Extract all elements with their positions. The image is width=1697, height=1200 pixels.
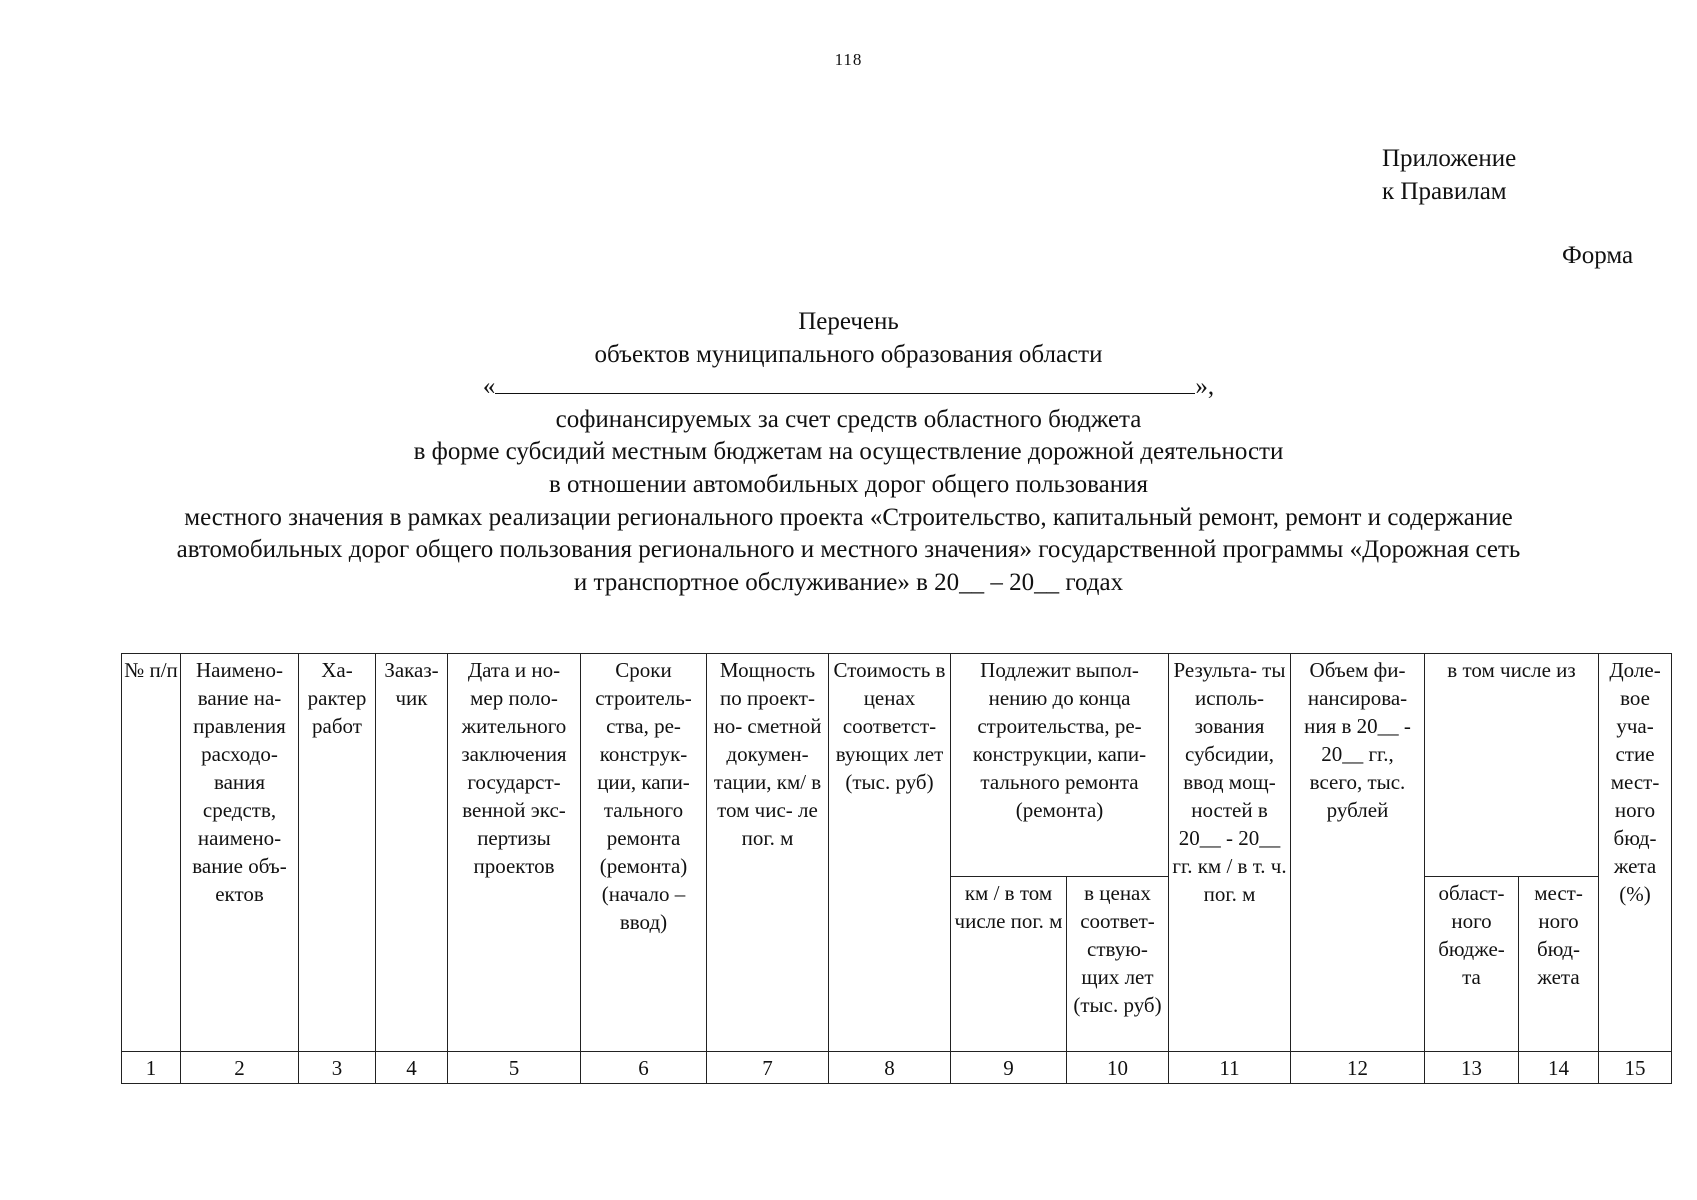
header-group-13-14: в том числе из xyxy=(1425,654,1599,877)
form-label: Форма xyxy=(1562,242,1634,269)
column-number: 13 xyxy=(1425,1052,1519,1084)
column-number: 9 xyxy=(951,1052,1067,1084)
column-number-row xyxy=(122,1052,1672,1084)
document-title xyxy=(100,306,1597,599)
column-number: 5 xyxy=(448,1052,581,1084)
header-col-9: км / в том числе пог. м xyxy=(951,877,1067,1052)
header-col-1: № п/п xyxy=(122,654,181,1052)
header-col-4: Заказ- чик xyxy=(376,654,448,1052)
appendix-line-1: Приложение xyxy=(1382,145,1517,172)
header-col-7: Мощность по проект- но- сметной докумен- тации, км/ в том чис- ле пог. м xyxy=(707,654,829,1052)
title-line-5: в форме субсидий местным бюджетам на осуществление дорожной деятельности xyxy=(413,438,1284,466)
column-number: 12 xyxy=(1291,1052,1425,1084)
title-line-2: объектов муниципального образования области xyxy=(594,340,1103,368)
column-number: 11 xyxy=(1169,1052,1291,1084)
header-col-11: Результа- ты исполь- зования субсидии, ввод мощ- ностей в 20__ - 20__ гг. км / в т. ч. пог. м xyxy=(1169,654,1291,1052)
page-number: 118 xyxy=(834,50,863,69)
header-col-5: Дата и но- мер поло- жительного заключения государст- венной экс- пертизы проектов xyxy=(448,654,581,1052)
column-number: 10 xyxy=(1067,1052,1169,1084)
title-line-6: в отношении автомобильных дорог общего пользования xyxy=(548,470,1149,498)
header-col-3: Ха- рактер работ xyxy=(299,654,376,1052)
column-number: 3 xyxy=(299,1052,376,1084)
header-col-13: област- ного бюдже- та xyxy=(1425,877,1519,1052)
appendix-line-2: к Правилам xyxy=(1382,178,1507,205)
title-line-8: автомобильных дорог общего пользования регионального и местного значения» государственной программы «Дорожная сеть xyxy=(176,536,1521,564)
header-col-14: мест- ного бюд- жета xyxy=(1519,877,1599,1052)
column-number: 14 xyxy=(1519,1052,1599,1084)
column-number: 4 xyxy=(376,1052,448,1084)
name-blank-line xyxy=(495,371,1195,394)
column-number: 2 xyxy=(181,1052,299,1084)
title-line-9: и транспортное обслуживание» в 20__ – 20__ годах xyxy=(573,568,1124,596)
column-number: 1 xyxy=(122,1052,181,1084)
title-line-4: софинансируемых за счет средств областного бюджета xyxy=(555,405,1142,433)
header-col-10: в ценах соответ- ствую- щих лет (тыс. руб) xyxy=(1067,877,1169,1052)
header-group-9-10: Подлежит выпол- нению до конца строительства, ре- конструкции, капи- тального ремонта (ремонта) xyxy=(951,654,1169,877)
appendix-note xyxy=(1382,142,1516,208)
header-col-15: Доле- вое уча- стие мест- ного бюд- жета (%) xyxy=(1599,654,1672,1052)
column-number: 6 xyxy=(581,1052,707,1084)
header-col-2: Наимено- вание на- правления расходо- вания средств, наимено- вание объ- ектов xyxy=(181,654,299,1052)
column-number: 8 xyxy=(829,1052,951,1084)
header-col-6: Сроки строитель- ства, ре- конструк- ции, капи- тального ремонта (ремонта) (начало – ввод) xyxy=(581,654,707,1052)
header-col-8: Стоимость в ценах соответст- вующих лет (тыс. руб) xyxy=(829,654,951,1052)
column-number: 15 xyxy=(1599,1052,1672,1084)
title-line-3 xyxy=(100,371,1597,404)
column-number: 7 xyxy=(707,1052,829,1084)
quote-close: », xyxy=(1195,373,1215,401)
header-col-12: Объем фи- нансирова- ния в 20__ - 20__ гг., всего, тыс. рублей xyxy=(1291,654,1425,1052)
quote-open: « xyxy=(482,373,496,401)
title-line-1: Перечень xyxy=(798,308,899,335)
title-line-7: местного значения в рамках реализации регионального проекта «Строительство, капитальный ремонт, ремонт и содержание xyxy=(184,503,1513,531)
header-row-top xyxy=(122,654,1672,877)
objects-table xyxy=(121,653,1672,1084)
objects-table-container xyxy=(121,653,1671,1084)
